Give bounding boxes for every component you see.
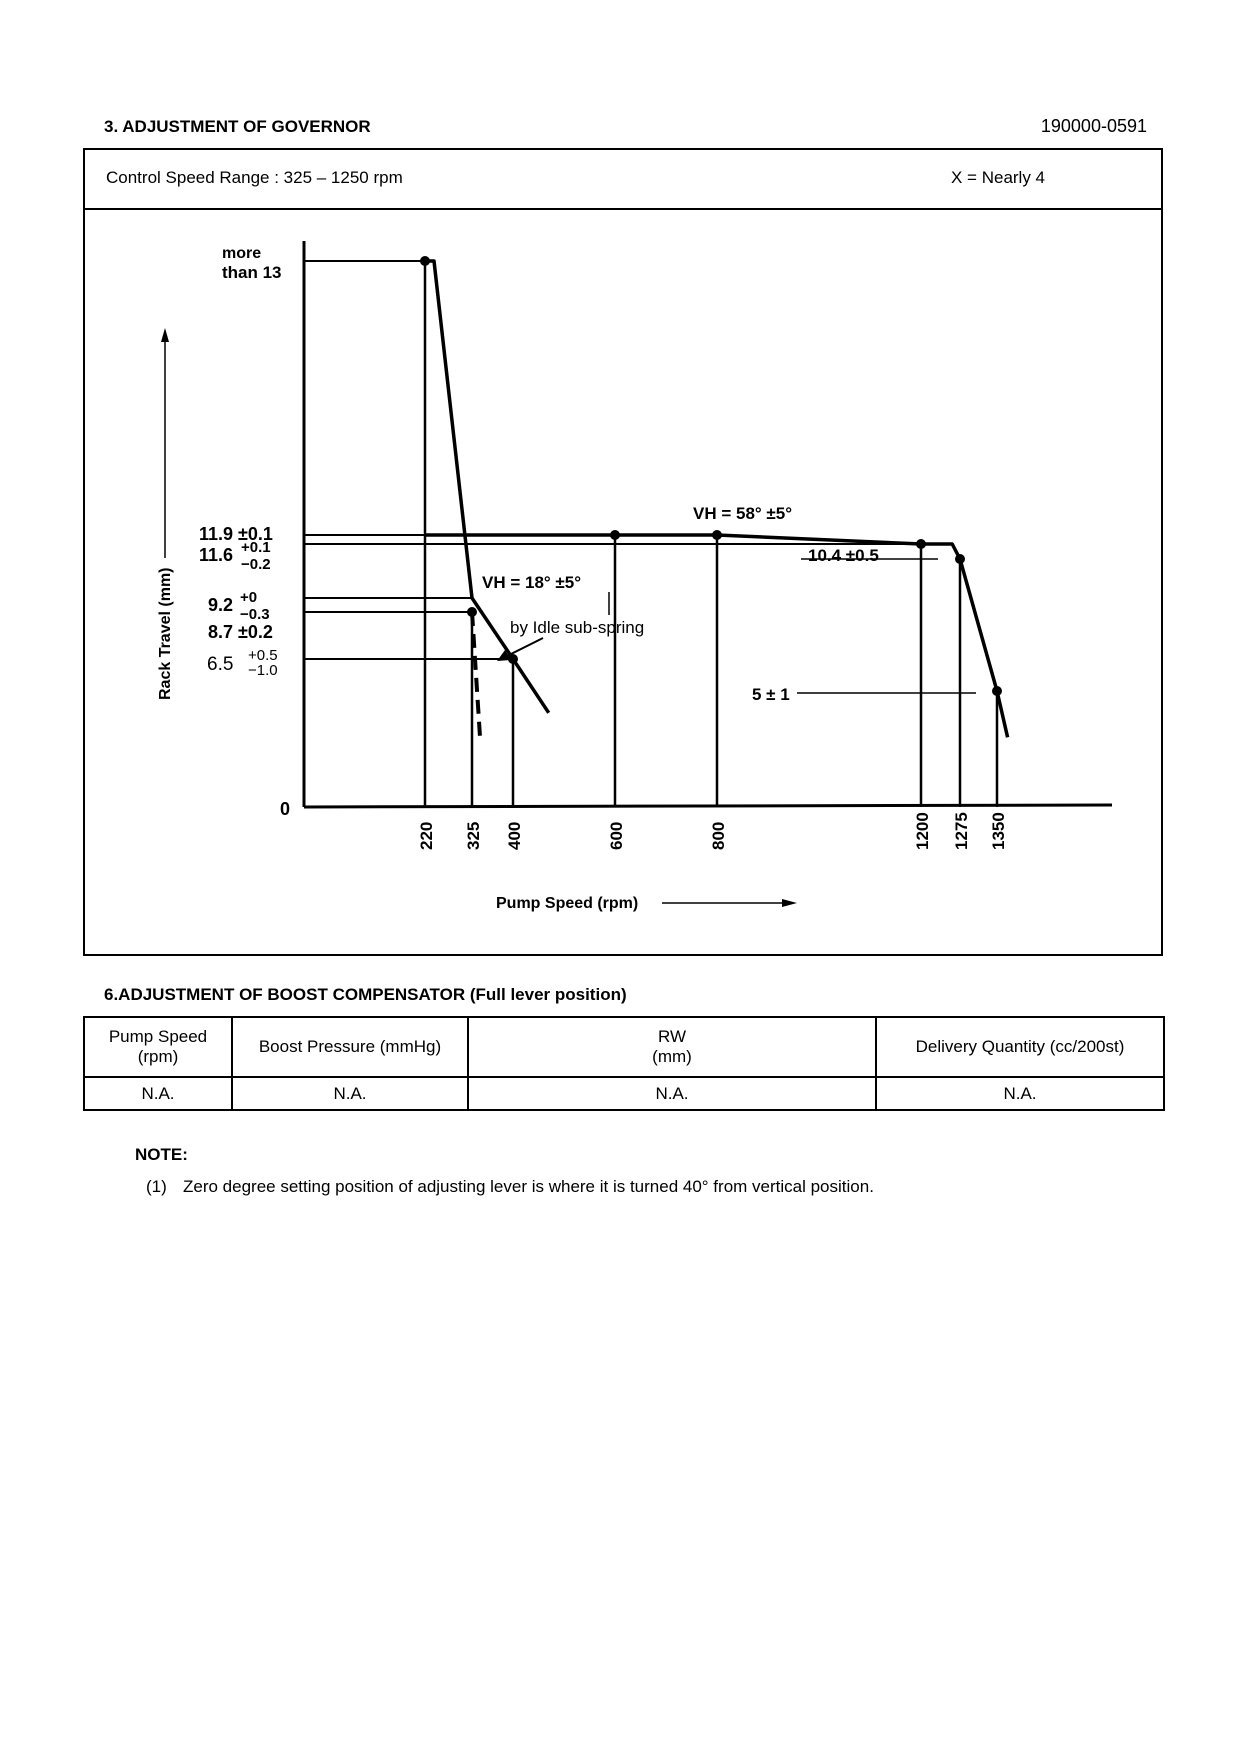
x-axis-title: Pump Speed (rpm) bbox=[496, 895, 639, 912]
pointer-idle bbox=[503, 638, 543, 658]
annotation-idle: by Idle sub-spring bbox=[510, 618, 645, 637]
boost-table bbox=[83, 1016, 1165, 1111]
data-point bbox=[467, 607, 477, 617]
x-tick-label: 325 bbox=[464, 821, 483, 850]
boost-cell-pump-speed: N.A. bbox=[84, 1077, 232, 1110]
annotation-5: 5 ± 1 bbox=[752, 685, 790, 704]
y-label-11-6-lower: −0.2 bbox=[241, 556, 271, 573]
y-tick-0: 0 bbox=[280, 799, 291, 819]
governor-panel bbox=[83, 148, 1163, 956]
y-label-11-6-upper: +0.1 bbox=[241, 539, 271, 556]
section-title: 3. ADJUSTMENT OF GOVERNOR bbox=[104, 117, 371, 136]
x-tick-label: 1350 bbox=[989, 812, 1008, 850]
control-speed-range: Control Speed Range : 325 – 1250 rpm bbox=[106, 168, 403, 187]
y-axis-title: Rack Travel (mm) bbox=[157, 567, 174, 700]
boost-header-boost-pressure: Boost Pressure (mmHg) bbox=[232, 1017, 468, 1077]
y-label-6-5-lower: −1.0 bbox=[248, 662, 278, 679]
boost-header-pump-speed: Pump Speed (rpm) bbox=[84, 1017, 232, 1077]
y-label-8-7: 8.7 ±0.2 bbox=[208, 622, 273, 642]
document-number: 190000-0591 bbox=[1040, 116, 1147, 136]
note-title: NOTE: bbox=[135, 1145, 188, 1164]
data-point bbox=[712, 530, 722, 540]
data-point bbox=[610, 530, 620, 540]
boost-cell-boost-pressure: N.A. bbox=[232, 1077, 468, 1110]
y-label-6-5-upper: +0.5 bbox=[248, 647, 278, 664]
x-tick-label: 400 bbox=[505, 821, 524, 850]
x-value: X = Nearly 4 bbox=[951, 168, 1046, 187]
boost-header-delivery: Delivery Quantity (cc/200st) bbox=[876, 1017, 1164, 1077]
annotation-10-4: 10.4 ±0.5 bbox=[808, 546, 879, 565]
data-point bbox=[916, 539, 926, 549]
boost-title: 6.ADJUSTMENT OF BOOST COMPENSATOR (Full lever position) bbox=[104, 985, 627, 1004]
x-tick-label: 800 bbox=[709, 821, 728, 850]
data-point bbox=[992, 686, 1002, 696]
governor-header bbox=[85, 150, 1161, 210]
data-point bbox=[420, 256, 430, 266]
y-label-9-2-lower: −0.3 bbox=[240, 606, 270, 623]
x-tick-label: 220 bbox=[417, 821, 436, 850]
boost-cell-delivery: N.A. bbox=[876, 1077, 1164, 1110]
boost-header-row bbox=[84, 1017, 1164, 1077]
boost-cell-rw: N.A. bbox=[468, 1077, 876, 1110]
x-tick-label: 1275 bbox=[952, 812, 971, 850]
y-label-more: more bbox=[222, 245, 262, 262]
y-label-9-2: 9.2 bbox=[208, 595, 234, 615]
x-axis-arrowhead bbox=[782, 899, 797, 907]
table-row bbox=[84, 1077, 1164, 1110]
x-tick-label: 600 bbox=[607, 821, 626, 850]
annotation-vh-low: VH = 18° ±5° bbox=[482, 573, 582, 592]
y-label-11-6: 11.6 bbox=[199, 545, 234, 565]
y-label-9-2-upper: +0 bbox=[240, 589, 258, 606]
y-label-than13: than 13 bbox=[222, 263, 282, 282]
x-tick-label: 1200 bbox=[913, 812, 932, 850]
annotation-vh-high: VH = 58° ±5° bbox=[693, 504, 793, 523]
y-label-6-5: 6.5 bbox=[207, 654, 234, 675]
y-axis-arrowhead bbox=[161, 328, 169, 342]
y-label-11-9: 11.9 ±0.1 bbox=[199, 524, 273, 544]
boost-header-rw: RW (mm) bbox=[468, 1017, 876, 1077]
note-item-number: (1) bbox=[146, 1177, 167, 1196]
note-item-text: Zero degree setting position of adjusting lever is where it is turned 40° from vertical position. bbox=[183, 1177, 874, 1196]
governor-chart bbox=[85, 208, 1161, 954]
data-point bbox=[955, 554, 965, 564]
